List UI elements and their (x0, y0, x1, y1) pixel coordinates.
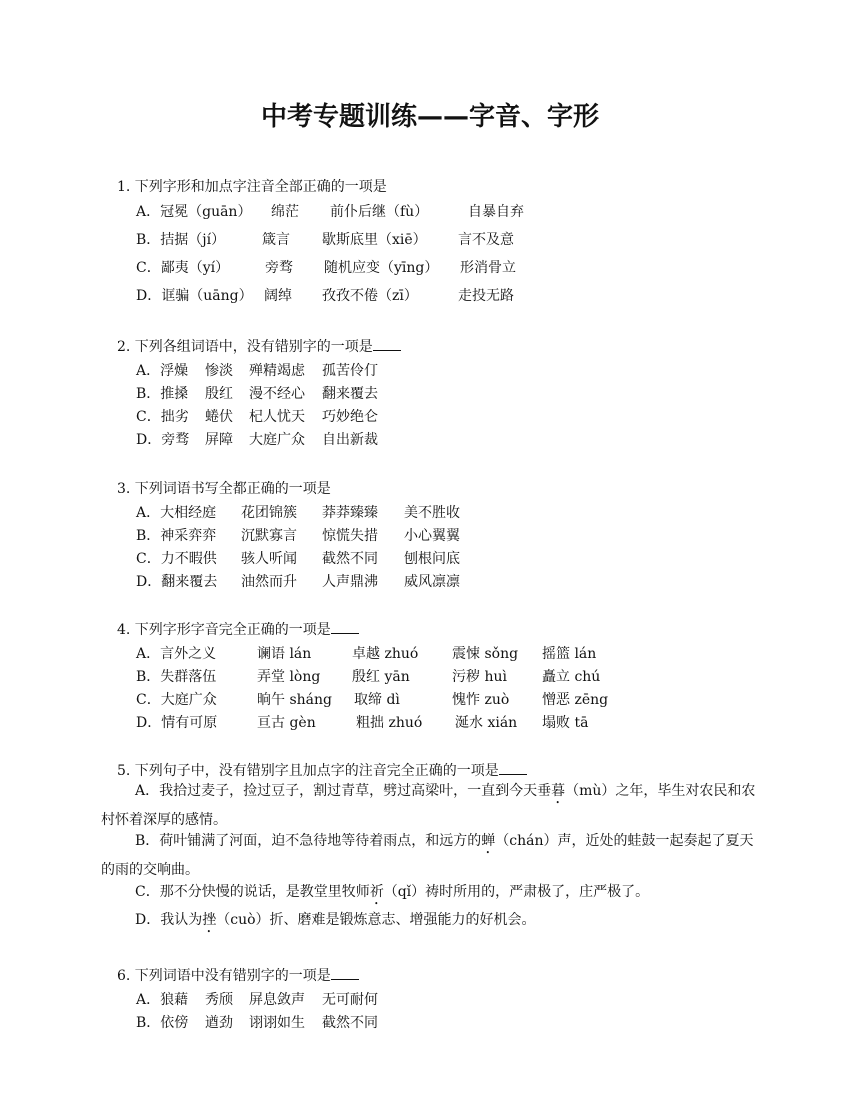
option-cell: A．浮燥 (136, 363, 189, 379)
option-cell: 遒劲 (205, 1015, 233, 1031)
option-cell: A．大相经庭 (136, 505, 217, 521)
option-cell: 自暴自弃 (468, 204, 524, 220)
option-cell: D．翻来覆去 (136, 574, 218, 590)
option-cell: 无可耐何 (322, 992, 378, 1008)
option-cell: 前仆后继（fù） (330, 204, 429, 220)
option-cell: D．情有可原 (136, 715, 218, 731)
dotted-character: 蝉 (481, 833, 496, 849)
option-cell: 截然不同 (322, 551, 378, 567)
answer-blank[interactable] (331, 619, 359, 634)
option-cell: 自出新裁 (322, 432, 378, 448)
option-cell: 弄堂 lòng (257, 669, 321, 685)
option-cell: 翻来覆去 (322, 386, 378, 402)
option-text: C．那不分快慢的说话，是教堂里牧师 (135, 884, 370, 900)
question-stem-text: 5. 下列句子中，没有错别字且加点字的注音完全正确的一项是 (117, 763, 499, 779)
option-cell: 殚精竭虑 (249, 363, 305, 379)
option-cell: 沉默寡言 (241, 528, 297, 544)
option-cell: 阔绰 (264, 288, 292, 304)
option-cell: 油然而升 (241, 574, 297, 590)
option-cell: A．言外之义 (136, 646, 217, 662)
option-cell: B．失群落伍 (136, 669, 217, 685)
option-cell: 塌败 tā (542, 715, 589, 731)
answer-blank[interactable] (373, 336, 401, 351)
option-text: （qǐ）祷时所用的，严肃极了，庄严极了。 (383, 884, 650, 900)
question-4-stem (117, 619, 359, 639)
dotted-character: 暮 (551, 783, 566, 799)
question-5-option-d (101, 907, 763, 936)
option-cell: 屏息敛声 (249, 992, 305, 1008)
option-cell: 惊慌失措 (322, 528, 378, 544)
option-cell: 人声鼎沸 (322, 574, 378, 590)
question-stem-text: 2. 下列各组词语中，没有错别字的一项是 (117, 339, 373, 355)
question-2-stem (117, 336, 401, 356)
question-6-stem (117, 965, 359, 985)
option-cell: 歇斯底里（xiē） (322, 232, 427, 248)
option-cell: 诩诩如生 (249, 1015, 305, 1031)
option-text: D．我认为 (135, 912, 203, 928)
question-stem-text: 4. 下列字形字音完全正确的一项是 (117, 622, 331, 638)
option-cell: 矗立 chú (542, 669, 601, 685)
option-cell: 绵茫 (271, 204, 299, 220)
option-cell: C．鄙夷（yí） (136, 260, 230, 276)
option-cell: D．旁骛 (136, 432, 190, 448)
option-cell: 旁骛 (265, 260, 293, 276)
option-cell: 殷红 yān (352, 669, 410, 685)
option-cell: 小心翼翼 (404, 528, 460, 544)
option-cell: A．狼藉 (136, 992, 189, 1008)
option-cell: 摇篮 lán (542, 646, 597, 662)
option-cell: 美不胜收 (404, 505, 460, 521)
option-cell: C．拙劣 (136, 409, 189, 425)
option-text: A．我拾过麦子，捡过豆子，割过青草，劈过高梁叶，一直到今天垂 (135, 783, 552, 799)
option-cell: 巧妙绝仑 (322, 409, 378, 425)
option-cell: 粗拙 zhuó (356, 715, 423, 731)
option-cell: 污秽 huì (452, 669, 507, 685)
option-cell: 取缔 dì (354, 692, 400, 708)
option-cell: 孤苦伶仃 (322, 363, 378, 379)
option-cell: 形消骨立 (460, 260, 516, 276)
option-cell: 截然不同 (322, 1015, 378, 1031)
option-cell: 涎水 xián (455, 715, 518, 731)
option-cell: 孜孜不倦（zī） (322, 288, 418, 304)
option-text: （mù）之年，毕生对农民和农村怀着深厚的感情。 (101, 783, 756, 828)
question-5-option-c (101, 879, 763, 908)
option-cell: D．诓骗（uāng） (136, 288, 253, 304)
option-cell: 憎恶 zēng (542, 692, 609, 708)
option-cell: 秀颀 (205, 992, 233, 1008)
option-cell: 亘古 gèn (257, 715, 316, 731)
question-5-option-a (101, 778, 763, 834)
option-text: （cuò）折、磨难是锻炼意志、增强能力的好机会。 (216, 912, 536, 928)
option-cell: 走投无路 (458, 288, 514, 304)
page-title: 中考专题训练——字音、字形 (260, 102, 599, 132)
option-cell: 言不及意 (458, 232, 514, 248)
option-cell: 大庭广众 (249, 432, 305, 448)
question-3-stem: 3. 下列词语书写全都正确的一项是 (117, 481, 331, 497)
option-cell: 愧怍 zuò (452, 692, 510, 708)
option-cell: 蜷伏 (205, 409, 233, 425)
option-cell: 漫不经心 (249, 386, 305, 402)
option-cell: B．拮据（jí） (136, 232, 226, 248)
option-cell: 威风凛凛 (404, 574, 460, 590)
option-cell: 殷红 (205, 386, 233, 402)
dotted-character: 祈 (369, 884, 384, 900)
answer-blank[interactable] (499, 760, 527, 775)
option-cell: 箴言 (262, 232, 290, 248)
option-cell: 杞人忧天 (249, 409, 305, 425)
option-text: B．荷叶铺满了河面，迫不急待地等待着雨点，和远方的 (135, 833, 482, 849)
option-cell: 屏障 (205, 432, 233, 448)
question-1-stem: 1. 下列字形和加点字注音全部正确的一项是 (117, 179, 387, 195)
option-cell: 卓越 zhuó (352, 646, 419, 662)
option-cell: 花团锦簇 (241, 505, 297, 521)
option-cell: B．神采弈弈 (136, 528, 217, 544)
option-cell: 惨淡 (205, 363, 233, 379)
dotted-character: 挫 (202, 912, 217, 928)
option-cell: 晌午 sháng (257, 692, 332, 708)
option-text: （chán）声，近处的蛙鼓一起奏起了夏天的雨的交响曲。 (101, 833, 754, 878)
option-cell: B．推搡 (136, 386, 189, 402)
option-cell: 刨根问底 (404, 551, 460, 567)
option-cell: B．依傍 (136, 1015, 189, 1031)
option-cell: 谰语 lán (257, 646, 312, 662)
option-cell: 骇人听闻 (241, 551, 297, 567)
question-5-option-b (101, 828, 763, 884)
option-cell: 莽莽臻臻 (322, 505, 378, 521)
question-stem-text: 6. 下列词语中没有错别字的一项是 (117, 968, 331, 984)
option-cell: C．力不暇供 (136, 551, 217, 567)
answer-blank[interactable] (331, 965, 359, 980)
option-cell: 震悚 sǒng (452, 646, 519, 662)
option-cell: 随机应变（yīng） (324, 260, 439, 276)
question-5-stem (117, 760, 527, 780)
option-cell: A．冠冕（guān） (136, 204, 252, 220)
option-cell: C．大庭广众 (136, 692, 217, 708)
